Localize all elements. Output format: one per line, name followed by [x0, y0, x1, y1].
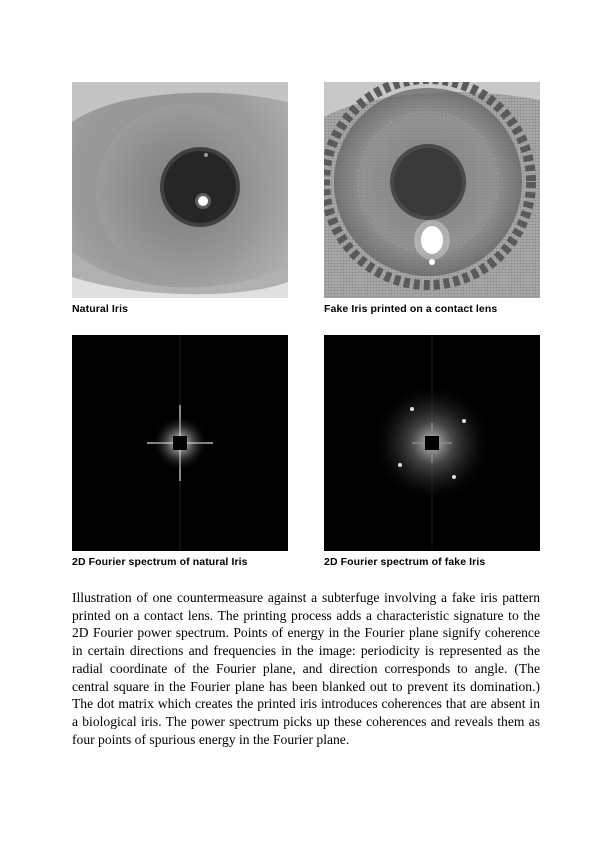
natural-iris-image: [72, 82, 288, 298]
natural-iris-fourier-spectrum: [72, 335, 288, 551]
fake-iris-image: [324, 82, 540, 298]
figure-caption: 2D Fourier spectrum of fake Iris: [324, 556, 486, 568]
figure-caption: 2D Fourier spectrum of natural Iris: [72, 556, 248, 568]
figure-caption: Fake Iris printed on a contact lens: [324, 303, 498, 315]
fake-iris-fourier-spectrum: [324, 335, 540, 551]
figure-caption: Natural Iris: [72, 303, 129, 315]
description-paragraph: Illustration of one countermeasure against a subterfuge involving a fake iris pattern printed on a contact lens. The printing process adds a characteristic signature to the 2D Fourier power spectrum. Points of energy in the Fourier plane signify coherence in certain directions and frequencies in the image: periodicity is represented as the radial coordinate of the Fourier plane, and direction corresponds to angle. (The central square in the Fourier plane has been blanked out to prevent its domination.) The dot matrix which creates the printed iris introduces coherences that are absent in a biological iris. The power spectrum picks up these coherences and reveals them as four points of spurious energy in the Fourier plane.: [72, 590, 540, 747]
